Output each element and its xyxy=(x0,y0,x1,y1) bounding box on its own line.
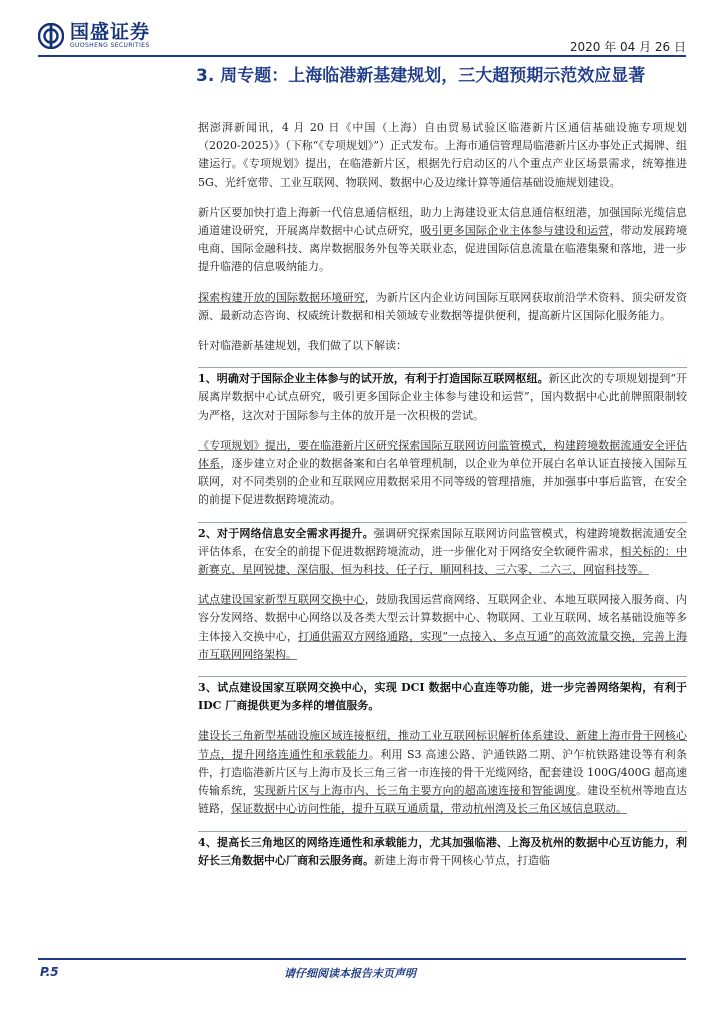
paragraph-regulation: 《专项规划》提出，要在临港新片区研究探索国际互联网访问监管模式，构建跨境数据流通安全评估体系，逐步建立对企业的数据备案和白名单管理机制，以企业为单位开展白名单认证直接接入国际互联网，对不同类别的企业和互联网应用数据采用不同等级的管理措施，并加强事中事后监管，在安全的前提下促进数据跨境流动。 xyxy=(198,438,687,507)
company-logo xyxy=(38,22,150,49)
section-title: 3. 周专题：上海临港新基建规划，三大超预期示范效应显著 xyxy=(196,66,646,86)
underlined-phrase: 建设长三角新型基础设施区域连接枢纽，推动工业互联网标识解析体系建设、新建上海市骨干网核心节点，提升网络连通性和承载能力 xyxy=(198,729,687,761)
report-date: 2020 年 04 月 26 日 xyxy=(569,40,686,54)
point-heading: 4、提高长三角地区的网络连通性和承载能力，尤其加强临港、上海及杭州的数据中心互访能力，利好长三角数据中心厂商和云服务商。 xyxy=(198,835,687,867)
underlined-phrase: 探索构建开放的国际数据环境研究 xyxy=(198,290,365,304)
paragraph-point-4: 4、提高长三角地区的网络连通性和承载能力，尤其加强临港、上海及杭州的数据中心互访能力，利好长三角数据中心厂商和云服务商。新建上海市骨干网核心节点，打造临 xyxy=(198,831,687,870)
footer-divider xyxy=(38,958,686,960)
paragraph-hub-plan: 新片区要加快打造上海新一代信息通信枢纽，助力上海建设亚太信息通信枢纽港，加强国际光缆信息通道建设研究，开展离岸数据中心试点研究，吸引更多国际企业主体参与建设和运营，带动发展跨境电商、国际金融科技、离岸数据服务外包等关联业态，促进国际信息流量在临港集聚和落地，进一步提升临港的信息吸纳能力。 xyxy=(198,205,688,274)
guosheng-logo-icon xyxy=(38,23,64,49)
paragraph-news-summary: 据澎湃新闻讯，4 月 20 日《中国（上海）自由贸易试验区临港新片区通信基础设施专项规划（2020-2025）》（下称“《专项规划》”）正式发布。上海市通信管理局临港新片区办事处正式揭牌、组建运行。《专项规划》提出，在临港新片区，根据先行启动区的八个重点产业区场景需求，统筹推进 5G、光纤宽带、工业互联网、物联网、数据中心及边缘计算等通信基础设施规划建设。 xyxy=(198,121,687,189)
underlined-phrase: 保证数据中心访问性能，提升互联互通质量，带动杭州湾及长三角区域信息联动。 xyxy=(231,802,627,816)
underlined-phrase: 《专项规划》提出，要在临港新片区研究探索国际互联网访问监管模式，构建跨境数据流通安全评估体系 xyxy=(198,438,687,471)
disclaimer-note: 请仔细阅读本报告末页声明 xyxy=(284,967,416,980)
underlined-phrase: 吸引更多国际企业主体参与建设和运营 xyxy=(420,224,610,238)
underlined-phrase: 试点建设国家新型互联网交换中心 xyxy=(198,593,365,607)
underlined-phrase: 打通供需双方网络通路，实现“一点接入、多点互通”的高效流量交换，完善上海市互联网网络架构。 xyxy=(198,629,688,661)
paragraph-point-2: 2、对于网络信息安全需求再提升。强调研究探索国际互联网访问监管模式，构建跨境数据流通安全评估体系，在安全的前提下促进数据跨境流动，进一步催化对于网络安全软硬件需求，相关标的：中新赛克、星网锐捷、深信服、恒为科技、任子行、顺网科技、三六零、二六三、网宿科技等。 xyxy=(198,522,687,580)
paragraph-data-environment: 探索构建开放的国际数据环境研究，为新片区内企业访问国际互联网获取前沿学术资料、顶尖研发资源、最新动态咨询、权威统计数据和相关领域专业数据等提供便利，提高新片区国际化服务能力。 xyxy=(198,290,688,322)
underlined-phrase: 实现新片区与上海市内、长三角主要方向的超高速连接和智能调度 xyxy=(253,784,576,798)
paragraph-exchange-center: 试点建设国家新型互联网交换中心，鼓励我国运营商网络、互联网企业、本地互联网接入服务商、内容分发网络、数据中心网络以及各类大型云计算数据中心、物联网、工业互联网、域名基础设施等多主体接入交换中心，打通供需双方网络通路，实现“一点接入、多点互通”的高效流量交换，完善上海市互联网网络架构。 xyxy=(198,593,688,661)
page-number: P.5 xyxy=(40,965,59,979)
article-body xyxy=(198,119,687,882)
page-header xyxy=(0,0,724,70)
logo-chinese-name: 国盛证券 xyxy=(70,21,151,43)
paragraph-point-1: 1、明确对于国际企业主体参与的试开放，有利于打造国际互联网枢纽。新区此次的专项规划提到“开展离岸数据中心试点研究，吸引更多国际企业主体参与建设和运营”，国内数据中心此前牌照限制较为严格，这次对于国际参与主体的放开是一次积极的尝试。 xyxy=(198,367,687,425)
point-heading: 1、明确对于国际企业主体参与的试开放，有利于打造国际互联网枢纽。 xyxy=(198,372,549,386)
point-heading: 2、对于网络信息安全需求再提升。 xyxy=(198,526,374,540)
header-divider xyxy=(38,55,686,57)
related-stocks: 相关标的：中新赛克、星网锐捷、深信服、恒为科技、任子行、顺网科技、三六零、二六三、网宿科技等。 xyxy=(198,544,688,577)
point-heading: 3、试点建设国家互联网交换中心，实现 DCI 数据中心直连等功能，进一步完善网络架构，有利于 IDC 厂商提供更为多样的增值服务。 xyxy=(198,681,687,713)
paragraph-yangtze-hub: 建设长三角新型基础设施区域连接枢纽，推动工业互联网标识解析体系建设、新建上海市骨干网核心节点，提升网络连通性和承载能力。利用 S3 高速公路、沪通铁路二期、沪乍杭铁路建设等有利条件，打造临港新片区与上海市及长三角三省一市连接的骨干光缆网络，配套建设 100G/400G 超高速传输系统，实现新片区与上海市内、长三角主要方向的超高速连接和智能调度。建设至杭州等地直达链路，保证数据中心访问性能，提升互联互通质量，带动杭州湾及长三角区域信息联动。 xyxy=(198,729,688,816)
paragraph-intro-interpretation: 针对临港新基建规划，我们做了以下解读： xyxy=(198,339,407,353)
paragraph-point-3 xyxy=(198,676,687,715)
logo-english-name: GUOSHENG SECURITIES xyxy=(70,42,150,49)
